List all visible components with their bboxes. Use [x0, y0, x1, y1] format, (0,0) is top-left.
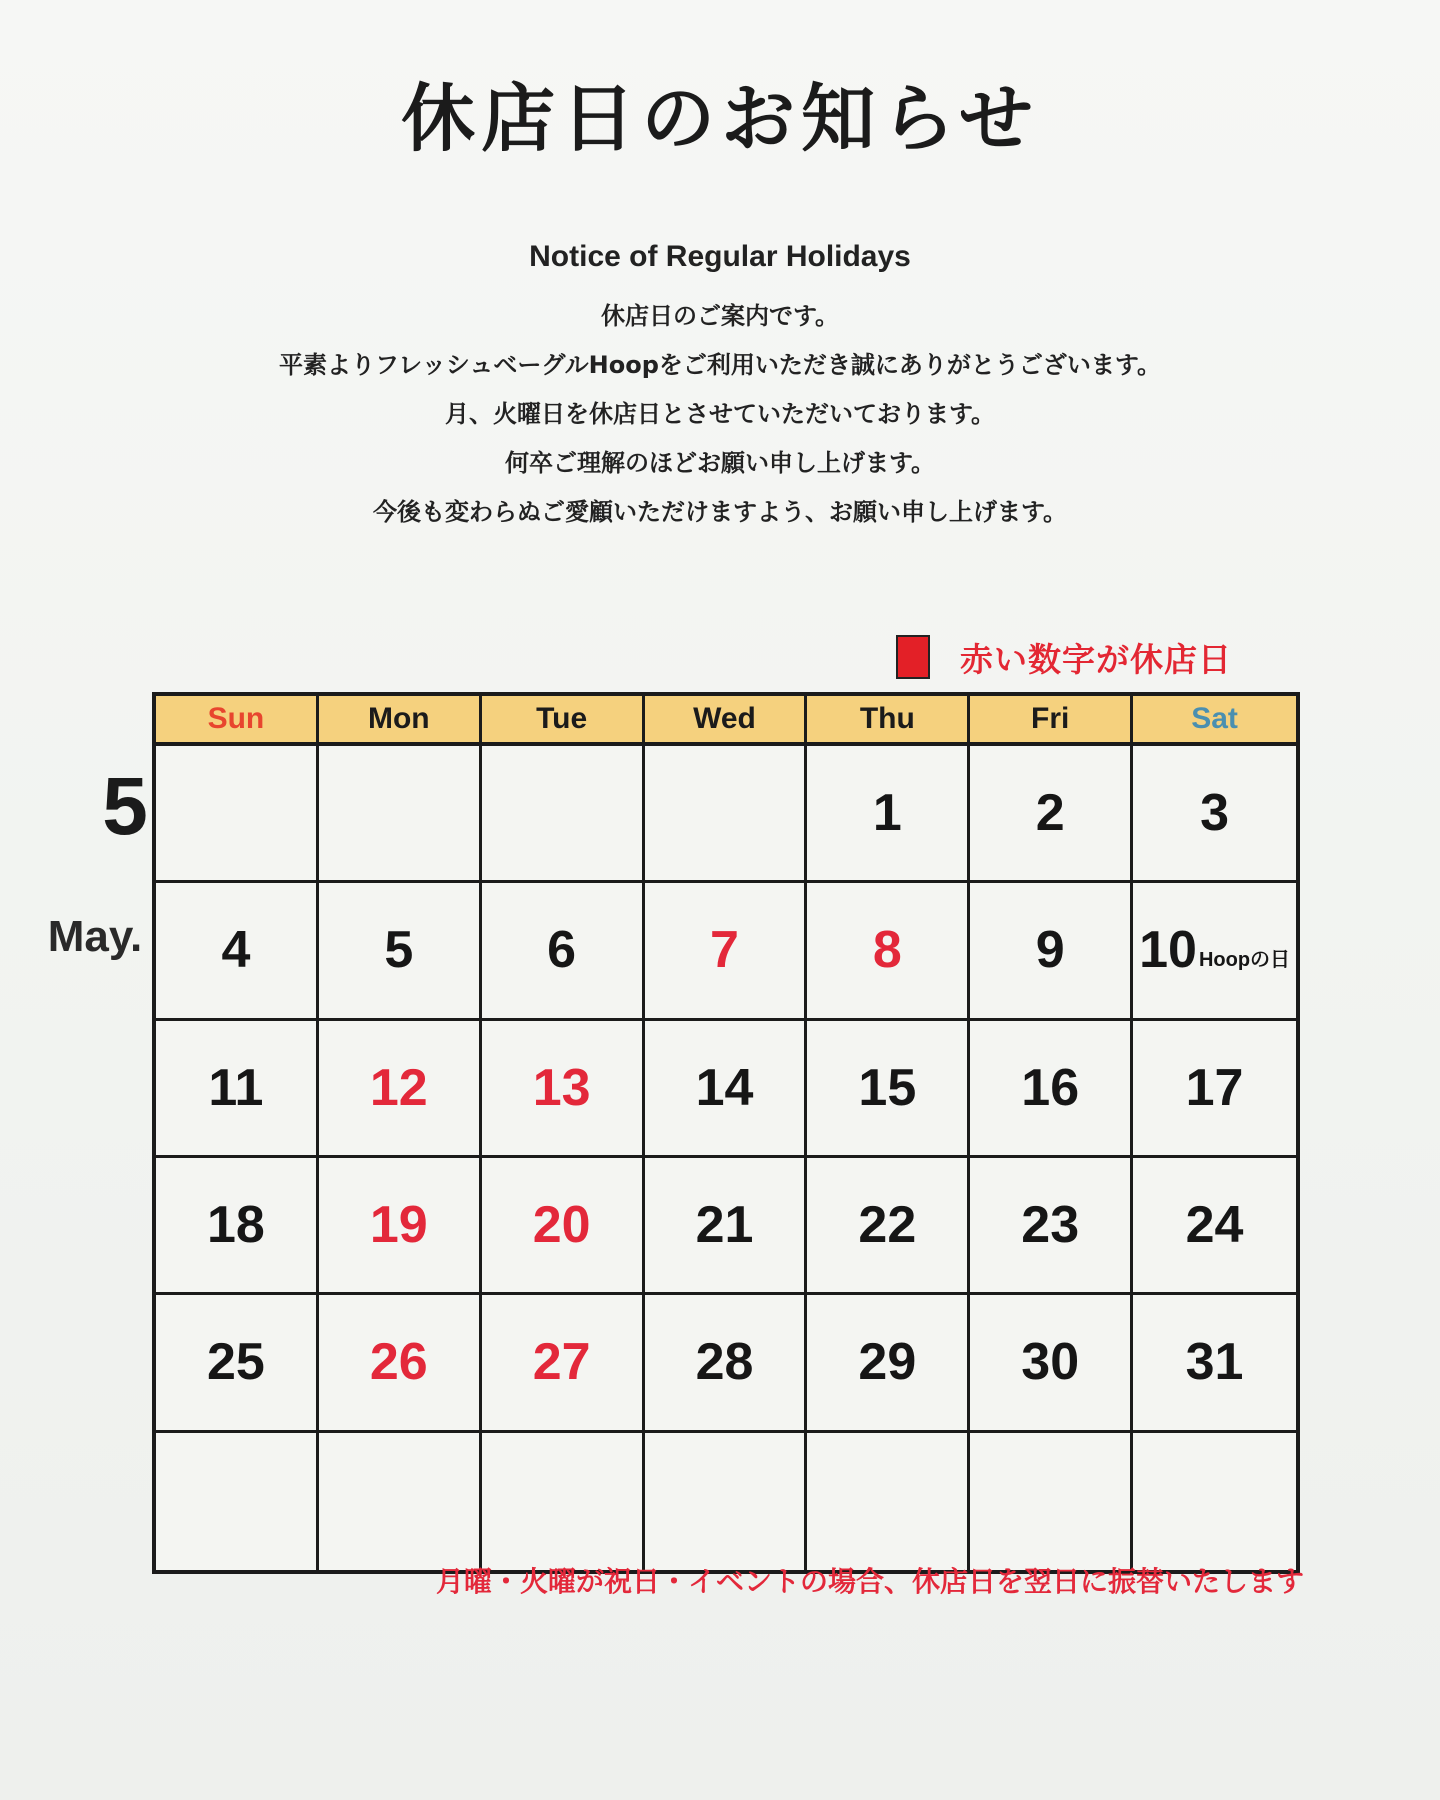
day-number: 15 — [858, 1058, 917, 1117]
calendar-day — [645, 883, 808, 1020]
calendar-day — [156, 1295, 319, 1432]
calendar-day — [645, 1158, 808, 1295]
day-content — [696, 1195, 754, 1255]
day-content — [710, 920, 739, 980]
month-number: 5 — [102, 761, 148, 852]
calendar-day — [319, 1295, 482, 1432]
calendar-empty-cell — [645, 746, 808, 883]
calendar-empty-cell — [807, 1433, 970, 1570]
day-number: 8 — [872, 921, 902, 980]
day-number: 5 — [384, 921, 414, 980]
holiday-legend — [896, 634, 1232, 680]
notice-text — [0, 292, 1440, 537]
calendar-day — [482, 1158, 645, 1295]
notice-line: 平素よりフレッシュベーグルHoopをご利用いただき誠にありがとうございます。 — [279, 351, 1161, 379]
day-content — [221, 920, 250, 980]
day-number: 3 — [1200, 784, 1230, 843]
day-content — [1186, 1195, 1244, 1255]
day-number: 1 — [872, 784, 902, 843]
calendar-empty-cell — [319, 1433, 482, 1570]
calendar-day — [970, 1158, 1133, 1295]
calendar-day — [807, 883, 970, 1020]
day-content — [858, 1332, 916, 1392]
calendar-grid — [152, 692, 1300, 1574]
day-content — [1036, 783, 1065, 843]
calendar-day — [970, 883, 1133, 1020]
calendar-day — [645, 1021, 808, 1158]
calendar-empty-cell — [482, 746, 645, 883]
calendar-day — [482, 883, 645, 1020]
day-number: 12 — [369, 1058, 428, 1117]
calendar-day — [807, 746, 970, 883]
day-content — [1021, 1332, 1079, 1392]
legend-red-swatch — [896, 635, 930, 679]
day-content — [207, 1195, 265, 1255]
day-number: 13 — [532, 1058, 591, 1117]
day-number: 2 — [1035, 784, 1065, 843]
calendar-empty-cell — [482, 1433, 645, 1570]
notice-line: 今後も変わらぬご愛顧いただけますよう、お願い申し上げます。 — [372, 498, 1068, 526]
calendar-empty-cell — [1133, 1433, 1296, 1570]
calendar-day — [970, 1295, 1133, 1432]
calendar-day — [807, 1158, 970, 1295]
day-number: 23 — [1021, 1196, 1080, 1255]
day-number: 30 — [1021, 1333, 1080, 1392]
day-number: 17 — [1185, 1058, 1244, 1117]
day-number: 27 — [532, 1333, 591, 1392]
weekday-header-tue: Tue — [482, 696, 645, 746]
day-number: 20 — [532, 1196, 591, 1255]
weekday-header-sun: Sun — [156, 696, 319, 746]
day-number: 19 — [369, 1196, 428, 1255]
day-number: 18 — [207, 1196, 265, 1255]
day-content — [873, 783, 902, 843]
footnote: 月曜・火曜が祝日・イベントの場合、休店日を翌日に振替いたします — [435, 1565, 1304, 1598]
page-title: 休店日のお知らせ — [401, 76, 1039, 162]
calendar-day — [319, 883, 482, 1020]
day-content — [370, 1195, 428, 1255]
day-content — [873, 920, 902, 980]
day-content — [1036, 920, 1065, 980]
weekday-header-wed: Wed — [645, 696, 808, 746]
day-number: 11 — [208, 1058, 264, 1117]
calendar-day — [319, 1158, 482, 1295]
day-number: 31 — [1185, 1333, 1244, 1392]
day-number: 21 — [695, 1196, 754, 1255]
day-content — [858, 1195, 916, 1255]
day-number: 16 — [1021, 1058, 1080, 1117]
day-number: 6 — [547, 921, 577, 980]
day-content — [208, 1058, 263, 1118]
calendar-day — [1133, 1158, 1296, 1295]
day-content — [696, 1332, 754, 1392]
day-number: 10 — [1139, 921, 1197, 980]
day-number: 22 — [858, 1196, 917, 1255]
calendar-empty-cell — [970, 1433, 1133, 1570]
day-content — [533, 1058, 591, 1118]
day-number: 14 — [695, 1058, 754, 1117]
weekday-header-thu: Thu — [807, 696, 970, 746]
calendar-day — [156, 883, 319, 1020]
day-number: 4 — [221, 921, 251, 980]
day-number: 7 — [710, 921, 739, 980]
day-content — [696, 1058, 754, 1118]
day-content — [1021, 1195, 1079, 1255]
calendar-day — [807, 1021, 970, 1158]
day-number: 9 — [1035, 921, 1065, 980]
day-number: 25 — [207, 1333, 265, 1392]
day-content — [370, 1332, 428, 1392]
day-content — [547, 920, 576, 980]
calendar-day — [1133, 746, 1296, 883]
calendar-empty-cell — [156, 1433, 319, 1570]
notice-line: 月、火曜日を休店日とさせていただいております。 — [444, 400, 996, 428]
day-content — [533, 1332, 591, 1392]
calendar-day — [970, 1021, 1133, 1158]
day-content — [1139, 920, 1290, 980]
calendar-day — [970, 746, 1133, 883]
calendar-day — [1133, 1021, 1296, 1158]
calendar-day — [1133, 1295, 1296, 1432]
calendar-day — [156, 1158, 319, 1295]
day-content — [370, 1058, 428, 1118]
weekday-header-sat: Sat — [1133, 696, 1296, 746]
weekday-header-fri: Fri — [970, 696, 1133, 746]
notice-line: 休店日のご案内です。 — [600, 302, 840, 330]
calendar-empty-cell — [645, 1433, 808, 1570]
day-number: 24 — [1185, 1196, 1244, 1255]
day-content — [533, 1195, 591, 1255]
calendar-day — [807, 1295, 970, 1432]
english-subtitle: Notice of Regular Holidays — [529, 240, 911, 273]
calendar-day — [1133, 883, 1296, 1020]
day-number: 28 — [695, 1333, 754, 1392]
day-number: 29 — [858, 1333, 917, 1392]
calendar-empty-cell — [156, 746, 319, 883]
calendar-day — [482, 1021, 645, 1158]
day-note: Hoopの日 — [1198, 948, 1291, 971]
weekday-header-mon: Mon — [319, 696, 482, 746]
calendar-day — [482, 1295, 645, 1432]
month-name: May. — [47, 912, 143, 961]
day-content — [207, 1332, 265, 1392]
day-content — [1200, 783, 1229, 843]
day-number: 26 — [369, 1333, 428, 1392]
calendar-day — [156, 1021, 319, 1158]
day-content — [1186, 1058, 1244, 1118]
day-content — [1021, 1058, 1079, 1118]
day-content — [858, 1058, 916, 1118]
calendar-day — [319, 1021, 482, 1158]
day-content — [384, 920, 413, 980]
calendar-day — [645, 1295, 808, 1432]
calendar-empty-cell — [319, 746, 482, 883]
legend-label: 赤い数字が休店日 — [960, 639, 1232, 679]
notice-line: 何卒ご理解のほどお願い申し上げます。 — [504, 449, 936, 477]
day-content — [1186, 1332, 1244, 1392]
